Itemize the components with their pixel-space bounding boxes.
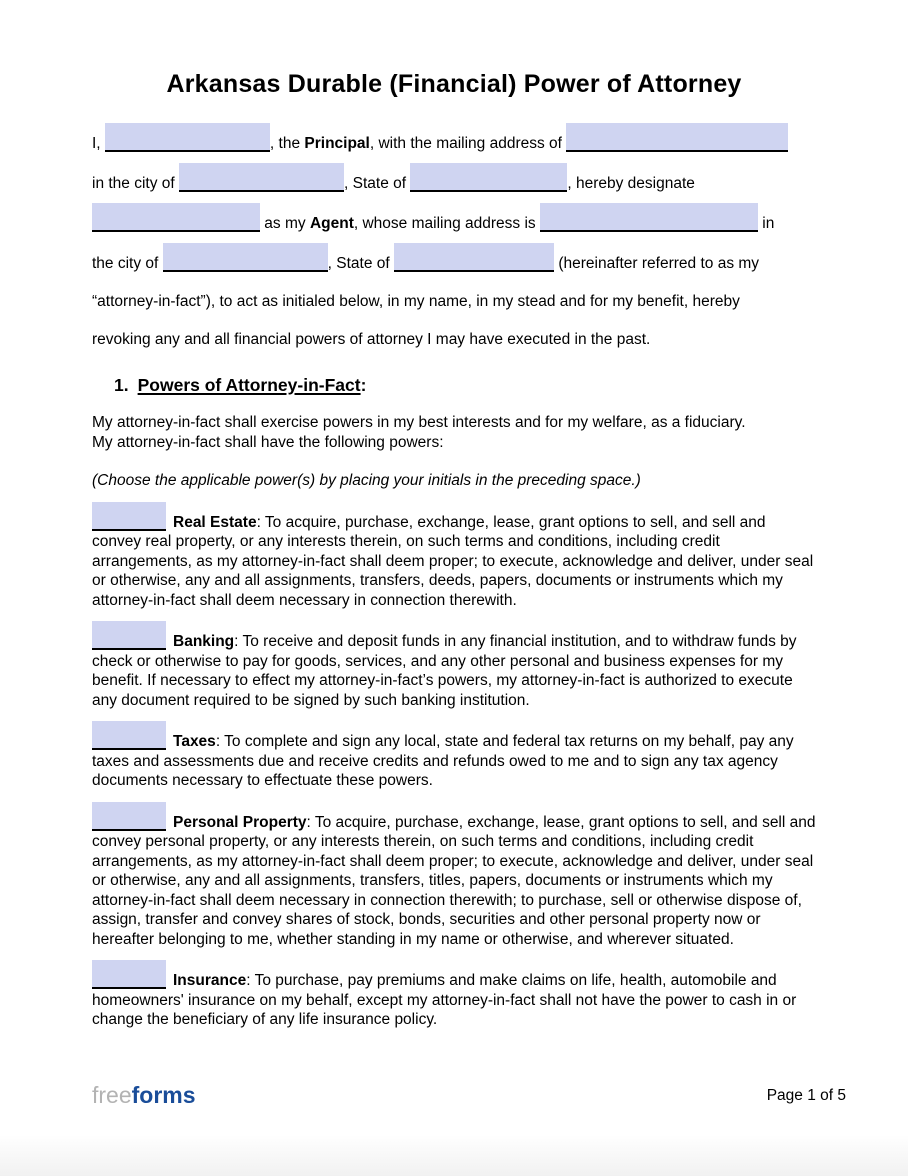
principal-label: Principal	[304, 135, 370, 152]
power-text: : To acquire, purchase, exchange, lease, grant options to sell, and sell and convey real property, or any interests therein, on such terms and conditions, including credit arrangements, as my attorney-in-fact shall deem proper; to execute, acknowledge and deliver, under seal or otherwise, any and all assignments, transfers, deeds, papers, documents or instruments which my attorney-in-fact shall deem necessary in connection therewith.	[92, 513, 814, 609]
logo-forms-text: forms	[131, 1082, 196, 1108]
power-real-estate	[92, 502, 816, 611]
intro-text: I,	[92, 135, 105, 152]
banking-initials-field[interactable]	[92, 621, 166, 650]
real-estate-initials-field[interactable]	[92, 502, 166, 531]
principal-name-field[interactable]	[105, 123, 270, 152]
principal-state-field[interactable]	[410, 163, 567, 192]
power-insurance	[92, 960, 816, 1030]
fiduciary-line-1: My attorney-in-fact shall exercise powers in my best interests and for my welfare, as a fiduciary.	[92, 414, 746, 431]
power-name: Real Estate	[173, 513, 257, 531]
section-number: 1.	[114, 375, 129, 395]
intro-text: in	[757, 215, 775, 232]
fiduciary-line-2: My attorney-in-fact shall have the following powers:	[92, 433, 444, 451]
intro-text: , State of	[344, 175, 411, 192]
power-text: : To acquire, purchase, exchange, lease, grant options to sell, and sell and convey personal property, or any interests therein, on such terms and conditions, including credit arrangements, as my attorney-in-fact shall deem proper; to execute, acknowledge and deliver, under seal or otherwise, any and all assignments, transfers, titles, papers, documents or instruments which my attorney-in-fact shall deem necessary in connection therewith; to purchase, sell or otherwise dispose of, assign, transfer and convey shares of stock, bonds, securities and other personal property now or hereafter belonging to me, whether standing in my name or otherwise, and wherever situated.	[92, 813, 816, 948]
power-name: Taxes	[173, 733, 216, 750]
agent-mailing-address-field[interactable]	[540, 203, 758, 232]
intro-line-6: revoking any and all financial powers of attorney I may have executed in the past.	[92, 331, 651, 348]
power-text: : To purchase, pay premiums and make claims on life, health, automobile and homeowners' insurance on my behalf, except my attorney-in-fact shall not have the power to cash in or change the beneficiary of any life insurance policy.	[92, 972, 797, 1028]
intro-line-2	[92, 163, 816, 203]
power-banking	[92, 621, 816, 710]
logo-free-text: free	[92, 1082, 132, 1108]
intro-text: the city of	[92, 255, 163, 272]
agent-label: Agent	[309, 215, 354, 232]
intro-text: in the city of	[92, 175, 180, 192]
intro-text: , State of	[327, 255, 395, 272]
power-personal-property	[92, 802, 816, 950]
taxes-initials-field[interactable]	[92, 721, 166, 750]
section-1-heading	[114, 375, 816, 396]
agent-name-field[interactable]	[92, 203, 260, 232]
intro-text: , hereby designate	[567, 175, 695, 192]
initials-instruction: (Choose the applicable power(s) by placing your initials in the preceding space.)	[92, 472, 641, 489]
power-text: : To complete and sign any local, state and federal tax returns on my behalf, pay any taxes and assessments due and receive credits and refunds owed to me and to sign any tax agency documents necessary to effectuate these powers.	[92, 733, 794, 789]
page-footer	[92, 1082, 846, 1109]
power-name: Personal Property	[173, 813, 307, 831]
principal-mailing-address-field[interactable]	[566, 123, 788, 152]
intro-line-1	[92, 123, 816, 163]
intro-text: (hereinafter referred to as my	[554, 255, 760, 272]
insurance-initials-field[interactable]	[92, 960, 166, 989]
power-taxes	[92, 721, 816, 791]
intro-text: , the	[269, 135, 305, 152]
freeforms-logo[interactable]	[92, 1082, 196, 1109]
power-name: Banking	[173, 633, 235, 650]
agent-state-field[interactable]	[394, 243, 554, 272]
intro-text: , whose mailing address is	[353, 215, 540, 232]
intro-line-5: “attorney-in-fact”), to act as initialed below, in my name, in my stead and for my benefit, hereby	[92, 293, 740, 310]
fiduciary-paragraph	[92, 413, 816, 452]
intro-line-4	[92, 243, 816, 283]
document-title: Arkansas Durable (Financial) Power of Attorney	[166, 70, 742, 98]
personal-property-initials-field[interactable]	[92, 802, 166, 831]
intro-text: , with the mailing address of	[369, 135, 567, 152]
power-text: : To receive and deposit funds in any financial institution, and to withdraw funds by check or otherwise to pay for goods, services, and any other personal and business expenses for my benefit. If necessary to effect my attorney-in-fact’s powers, my attorney-in-fact is authorized to execute any document required to be signed by such banking institution.	[92, 633, 797, 709]
page-number: Page 1 of 5	[766, 1086, 846, 1104]
intro-text: as my	[260, 215, 310, 232]
intro-line-3	[92, 203, 816, 243]
intro-paragraph	[92, 123, 816, 359]
agent-city-field[interactable]	[163, 243, 328, 272]
power-name: Insurance	[173, 972, 247, 989]
principal-city-field[interactable]	[179, 163, 344, 192]
section-title: Powers of Attorney-in-Fact	[137, 375, 361, 395]
section-title-colon: :	[360, 375, 367, 395]
